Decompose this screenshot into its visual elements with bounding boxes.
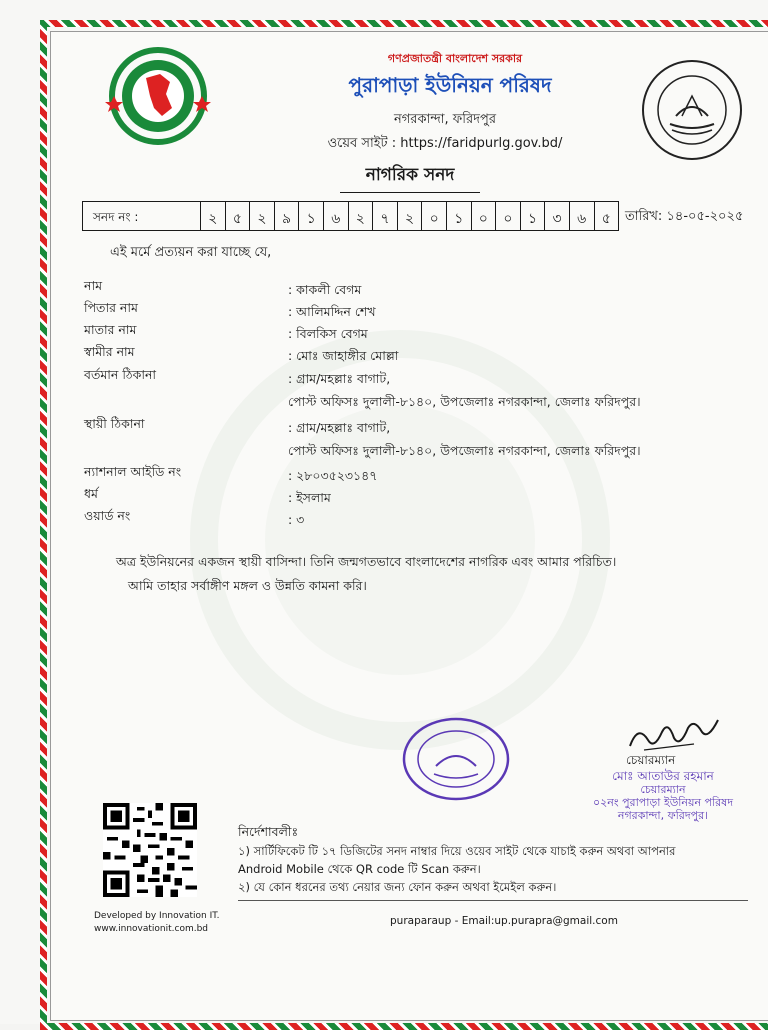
certificate-digit: ১ <box>447 202 472 230</box>
certificate-digit: ০ <box>496 202 521 230</box>
instruction-1b: Android Mobile থেকে QR code টি Scan করুন। <box>238 862 481 876</box>
header <box>230 50 630 155</box>
chairman-stamp <box>578 770 748 822</box>
certificate-digit: ০ <box>472 202 497 230</box>
detail-value <box>288 416 708 462</box>
detail-label: নাম <box>84 278 103 293</box>
bangladesh-government-emblem-icon <box>100 46 216 146</box>
certificate-number-box <box>82 201 619 231</box>
certificate-digit: ২ <box>250 202 275 230</box>
instructions-title: নির্দেশাবলীঃ <box>238 824 299 839</box>
declaration <box>116 550 676 598</box>
certificate-digit: ২ <box>398 202 423 230</box>
developer-name: Developed by Innovation IT. <box>94 911 220 921</box>
detail-label: স্বামীর নাম <box>84 344 135 359</box>
certificate-digit: ৯ <box>275 202 300 230</box>
detail-value <box>288 344 708 367</box>
detail-value-line: : ইসলাম <box>288 490 331 505</box>
certificate-digit: ১ <box>521 202 546 230</box>
declaration-line-1: অত্র ইউনিয়নের একজন স্থায়ী বাসিন্দা। তিনি জন্মগতভাবে বাংলাদেশের নাগরিক এবং আমার পরিচিত। <box>116 554 617 569</box>
detail-value-line: : মোঃ জাহাঙ্গীর মোল্লা <box>288 348 399 363</box>
detail-value <box>288 367 708 413</box>
chairman-name: মোঃ আতাউর রহমান <box>612 769 714 783</box>
signature-icon <box>624 710 724 758</box>
certificate-number-label: সনদ নং : <box>83 202 201 230</box>
instruction-1a: ১) সার্টিফিকেট টি ১৭ ডিজিটের সনদ নাম্বার দিয়ে ওয়েব সাইট থেকে যাচাই করুন অথবা আপনার <box>238 844 676 858</box>
certificate-number-digits <box>201 202 618 230</box>
detail-value-line: : ৩ <box>288 512 305 527</box>
chairman-office: ০২নং পুরাপাড়া ইউনিয়ন পরিষদ <box>592 796 734 809</box>
government-label: গণপ্রজাতন্ত্রী বাংলাদেশ সরকার <box>387 52 523 65</box>
intro-text: এই মর্মে প্রত্যয়ন করা যাচ্ছে যে, <box>110 245 272 260</box>
detail-value-line: : বিলকিস বেগম <box>288 326 368 341</box>
detail-value <box>288 486 708 509</box>
detail-label: ওয়ার্ড নং <box>84 508 131 523</box>
detail-value-line: : আলিমদ্দিন শেখ <box>288 304 376 319</box>
certificate-digit: ০ <box>422 202 447 230</box>
union-location: নগরকান্দা, ফরিদপুর <box>394 112 496 127</box>
detail-label: স্থায়ী ঠিকানা <box>84 416 145 431</box>
instruction-2: ২) যে কোন ধরনের তথ্য নেয়ার জন্য ফোন করুন অথবা ইমেইল করুন। <box>238 880 557 894</box>
detail-label: ধর্ম <box>84 486 98 501</box>
issue-date: তারিখ: ১৪-০৫-২০২৫ <box>625 209 744 224</box>
detail-value-line: : কাকলী বেগম <box>288 282 362 297</box>
detail-label: মাতার নাম <box>84 322 137 337</box>
official-stamp-icon <box>400 716 512 802</box>
union-name: পুরাপাড়া ইউনিয়ন পরিষদ <box>348 73 552 97</box>
contact-email[interactable]: puraparaup - Email:up.purapra@gmail.com <box>390 915 618 927</box>
detail-value-line-2: পোস্ট অফিসঃ দুলালী-৮১৪০, উপজেলাঃ নগরকান্দা, জেলাঃ ফরিদপুর। <box>288 394 641 409</box>
certificate-digit: ১ <box>299 202 324 230</box>
certificate-digit: ৫ <box>226 202 251 230</box>
detail-value-line: : গ্রাম/মহল্লাঃ বাগাট, <box>288 371 391 386</box>
qr-code-icon <box>100 803 200 897</box>
certificate-digit: ২ <box>201 202 226 230</box>
detail-value-line: : ২৮০৩৫২৩১৪৭ <box>288 468 378 483</box>
detail-label: ন্যাশনাল আইডি নং <box>84 464 182 479</box>
detail-value-line: : গ্রাম/মহল্লাঃ বাগাট, <box>288 420 391 435</box>
instructions <box>238 842 718 896</box>
footer-divider <box>238 900 748 901</box>
detail-label: বর্তমান ঠিকানা <box>84 367 157 382</box>
developer-credit <box>94 910 220 936</box>
chairman-designation: চেয়ারম্যান <box>640 783 686 796</box>
certificate-digit: ৬ <box>570 202 595 230</box>
certificate-digit: ৫ <box>601 211 611 227</box>
chairman-title: চেয়ারম্যান <box>626 753 676 767</box>
detail-value <box>288 322 708 345</box>
developer-website[interactable]: www.innovationit.com.bd <box>94 924 209 934</box>
detail-label: পিতার নাম <box>84 300 138 315</box>
certificate-digit: ৬ <box>324 202 349 230</box>
certificate-digit: ৭ <box>373 202 398 230</box>
union-parishad-seal-icon <box>640 58 744 162</box>
document-title: নাগরিক সনদ <box>340 162 480 193</box>
detail-value <box>288 300 708 323</box>
detail-value-line-2: পোস্ট অফিসঃ দুলালী-৮১৪০, উপজেলাঃ নগরকান্দা, জেলাঃ ফরিদপুর। <box>288 443 641 458</box>
detail-value <box>288 464 708 487</box>
detail-value <box>288 278 708 301</box>
certificate-digit: ৩ <box>545 202 570 230</box>
detail-value <box>288 508 708 531</box>
certificate-digit: ২ <box>349 202 374 230</box>
chairman-place: নগরকান্দা, ফরিদপুর। <box>617 809 709 822</box>
website-label: ওয়েব সাইট : https://faridpurlg.gov.bd/ <box>327 136 563 151</box>
declaration-line-2: আমি তাহার সর্বাঙ্গীণ মঙ্গল ও উন্নতি কামনা করি। <box>128 578 367 593</box>
